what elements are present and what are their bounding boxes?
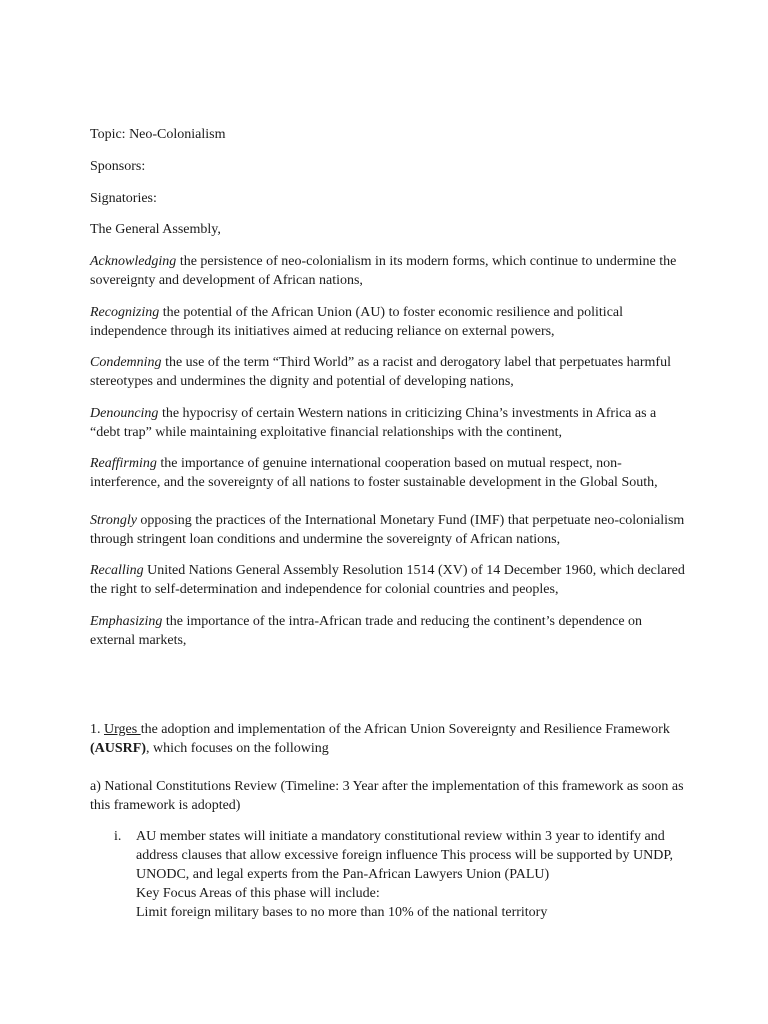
roman-numeral-i: i. <box>114 829 122 844</box>
clause-keyword: Condemning <box>90 355 162 370</box>
clause-keyword: Reaffirming <box>90 456 157 471</box>
signatories-line: Signatories: <box>90 191 157 206</box>
clause-keyword: Strongly <box>90 513 137 528</box>
framework-acronym: (AUSRF) <box>90 741 146 756</box>
preamble-clause-denouncing <box>90 404 690 442</box>
clause-text-end: , which focuses on the following <box>146 741 329 756</box>
clause-text: opposing the practices of the International Monetary Fund (IMF) that perpetuate neo-colonialism through stringent loan conditions and undermine the sovereignty of African nations, <box>90 513 685 547</box>
clause-text: the importance of the intra-African trade and reducing the continent’s dependence on external markets, <box>90 614 643 648</box>
preamble-clause-recognizing <box>90 303 690 341</box>
clause-text: the hypocrisy of certain Western nations in criticizing China’s investments in Africa as a “debt trap” while maintaining exploitative financial relationships with the continent, <box>90 406 657 440</box>
subsection-a: a) National Constitutions Review (Timeline: 3 Year after the implementation of this framework as soon as this framework is adopted) <box>90 779 684 813</box>
sponsors-line: Sponsors: <box>90 159 146 174</box>
preamble-clause-acknowledging <box>90 252 690 290</box>
sub-item-line: Limit foreign military bases to no more than 10% of the national territory <box>136 905 548 920</box>
sub-item-line: AU member states will initiate a mandatory constitutional review within 3 year to identify and <box>136 829 665 844</box>
operative-verb: Urges <box>104 722 141 737</box>
general-assembly-line: The General Assembly, <box>90 222 221 237</box>
clause-text: the persistence of neo-colonialism in its modern forms, which continue to undermine the sovereignty and development of African nations, <box>90 254 677 288</box>
clause-text: United Nations General Assembly Resolution 1514 (XV) of 14 December 1960, which declared the right to self-determination and independence for colonial countries and peoples, <box>90 563 685 597</box>
operative-clause-1 <box>90 720 690 758</box>
clause-text: the use of the term “Third World” as a racist and derogatory label that perpetuates harmful stereotypes and undermines the dignity and potential of developing nations, <box>90 355 671 389</box>
topic-line: Topic: Neo-Colonialism <box>90 127 226 142</box>
clause-keyword: Recognizing <box>90 305 160 320</box>
sub-item-line: Key Focus Areas of this phase will include: <box>136 886 380 901</box>
sub-item-line: UNODC, and legal experts from the Pan-African Lawyers Union (PALU) <box>136 867 550 882</box>
preamble-clause-condemning <box>90 353 690 391</box>
clause-keyword: Recalling <box>90 563 144 578</box>
preamble-clause-recalling <box>90 561 690 599</box>
preamble-clause-emphasizing <box>90 612 690 650</box>
clause-text: the potential of the African Union (AU) to foster economic resilience and political independence through its initiatives aimed at reducing reliance on external powers, <box>90 305 624 339</box>
sub-item-line: address clauses that allow excessive foreign influence This process will be supported by UNDP, <box>136 848 674 863</box>
preamble-clause-strongly <box>90 511 690 549</box>
clause-text: the adoption and implementation of the African Union Sovereignty and Resilience Framework <box>140 722 670 737</box>
clause-number: 1. <box>90 722 104 737</box>
preamble-clause-reaffirming <box>90 454 690 492</box>
clause-keyword: Emphasizing <box>90 614 163 629</box>
clause-keyword: Denouncing <box>90 406 159 421</box>
clause-keyword: Acknowledging <box>90 254 177 269</box>
sub-item-body <box>136 827 676 922</box>
clause-text: the importance of genuine international cooperation based on mutual respect, non-interference, and the sovereignty of all nations to foster sustainable development in the Global South, <box>90 456 658 490</box>
